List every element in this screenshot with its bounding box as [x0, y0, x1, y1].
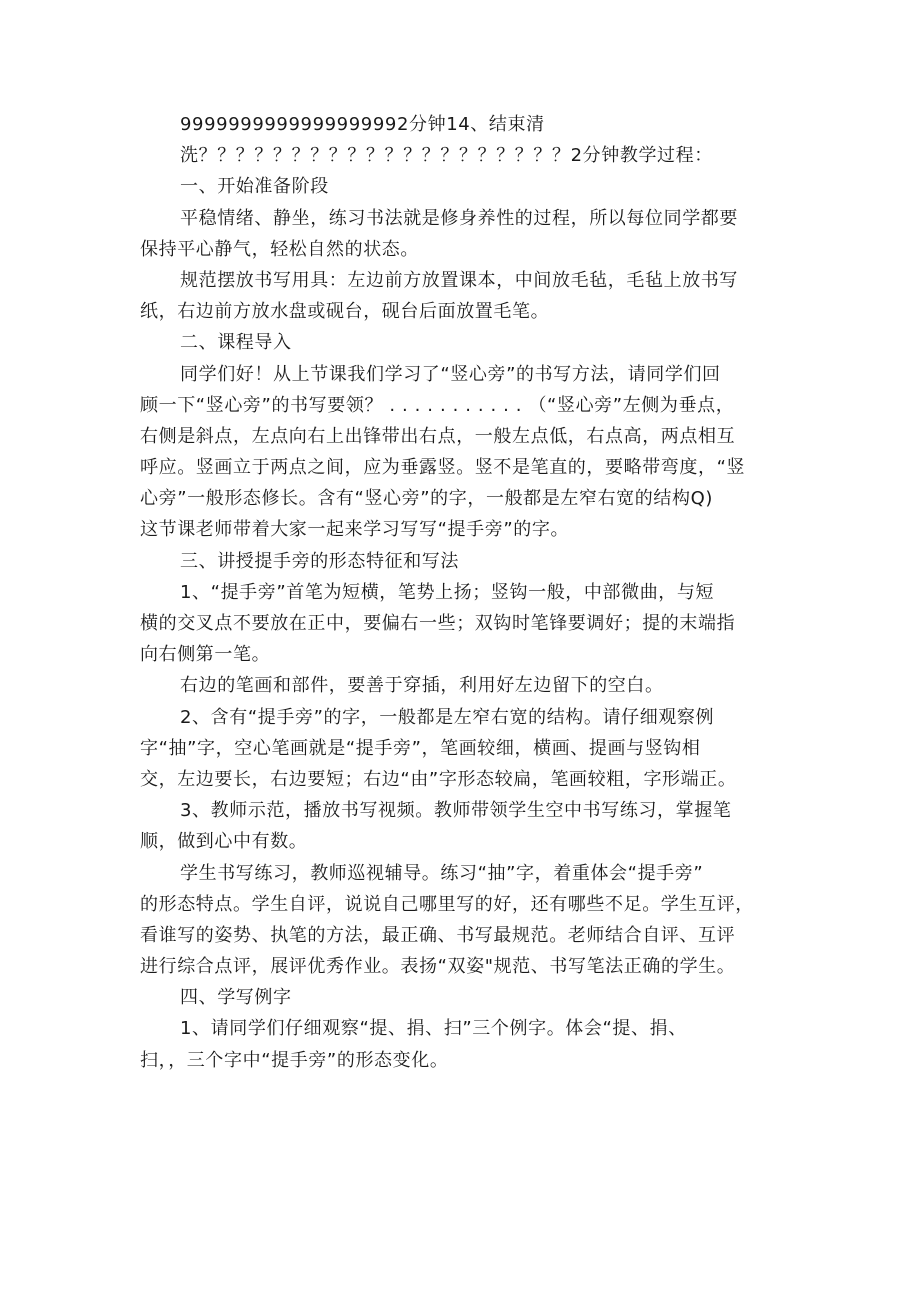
- text-line: 9999999999999999992分钟14、结束清: [180, 114, 545, 135]
- text-line: 心旁”一般形态修长。含有“竖心旁”的字，一般都是左窄右宽的结构Q): [140, 488, 713, 510]
- text-line: 1、“提手旁”首笔为短横，笔势上扬；竖钩一般，中部微曲，与短: [180, 581, 715, 603]
- text-line: 顾一下“竖心旁”的书写要领？ . . . . . . . . . . . （“竖心旁”左侧为垂点，: [140, 394, 735, 416]
- text-line: 字“抽”字，空心笔画就是“提手旁”，笔画较细，横画、提画与竖钩相: [140, 737, 701, 759]
- text-line: 扫，，三个字中“提手旁”的形态变化。: [140, 1049, 449, 1071]
- text-line: 的形态特点。学生自评，说说自己哪里写的好，还有哪些不足。学生互评，: [140, 893, 754, 915]
- text-line: 右边的笔画和部件，要善于穿插，利用好左边留下的空白。: [180, 675, 664, 697]
- document-body: [140, 114, 790, 1081]
- text-line: 一、开始准备阶段: [180, 176, 329, 198]
- text-line: 平稳情绪、静坐，练习书法就是修身养性的过程，所以每位同学都要: [180, 207, 738, 229]
- text-line: 四、学写例字: [180, 987, 292, 1009]
- text-line: 1、请同学们仔细观察“提、捐、扫”三个例字。体会“提、捐、: [180, 1018, 687, 1040]
- text-line: 三、讲授提手旁的形态特征和写法: [180, 550, 459, 572]
- text-line: 进行综合点评，展评优秀作业。表扬“双姿"规范、书写笔法正确的学生。: [140, 956, 736, 978]
- text-line: 3、教师示范，播放书写视频。教师带领学生空中书写练习，掌握笔: [180, 800, 732, 822]
- text-line: 这节课老师带着大家一起来学习写写“提手旁”的字。: [140, 519, 570, 541]
- text-line: 洗？？？？？？？？？？？？？？？？？？？？2分钟教学过程：: [180, 145, 713, 167]
- text-line: 保持平心静气，轻松自然的状态。: [140, 238, 419, 260]
- text-line: 横的交叉点不要放在正中，要偏右一些；双钩时笔锋要调好；提的末端指: [140, 613, 736, 634]
- text-line: 右侧是斜点，左点向右上出锋带出右点，一般左点低，右点高，两点相互: [140, 425, 736, 447]
- text-line: 向右侧第一笔。: [140, 644, 271, 666]
- text-line: 交，左边要长，右边要短；右边“由”字形态较扁，笔画较粗，字形端正。: [140, 768, 737, 790]
- text-line: 2、含有“提手旁”的字，一般都是左窄右宽的结构。请仔细观察例: [180, 706, 715, 728]
- text-line: 二、课程导入: [180, 332, 292, 354]
- text-line: 呼应。竖画立于两点之间，应为垂露竖。竖不是笔直的，要略带弯度，“竖: [140, 457, 746, 479]
- text-line: 学生书写练习，教师巡视辅导。练习“抽”字，着重体会“提手旁”: [180, 862, 704, 884]
- text-line: 纸，右边前方放水盘或砚台，砚台后面放置毛笔。: [140, 301, 550, 323]
- text-line: 同学们好！从上节课我们学习了“竖心旁”的书写方法，请同学们回: [180, 363, 721, 385]
- text-line: 顺，做到心中有数。: [140, 831, 308, 853]
- text-line: 规范摆放书写用具：左边前方放置课本，中间放毛毡，毛毡上放书写: [180, 269, 738, 291]
- text-line: 看谁写的姿势、执笔的方法，最正确、书写最规范。老师结合自评、互评: [140, 924, 736, 946]
